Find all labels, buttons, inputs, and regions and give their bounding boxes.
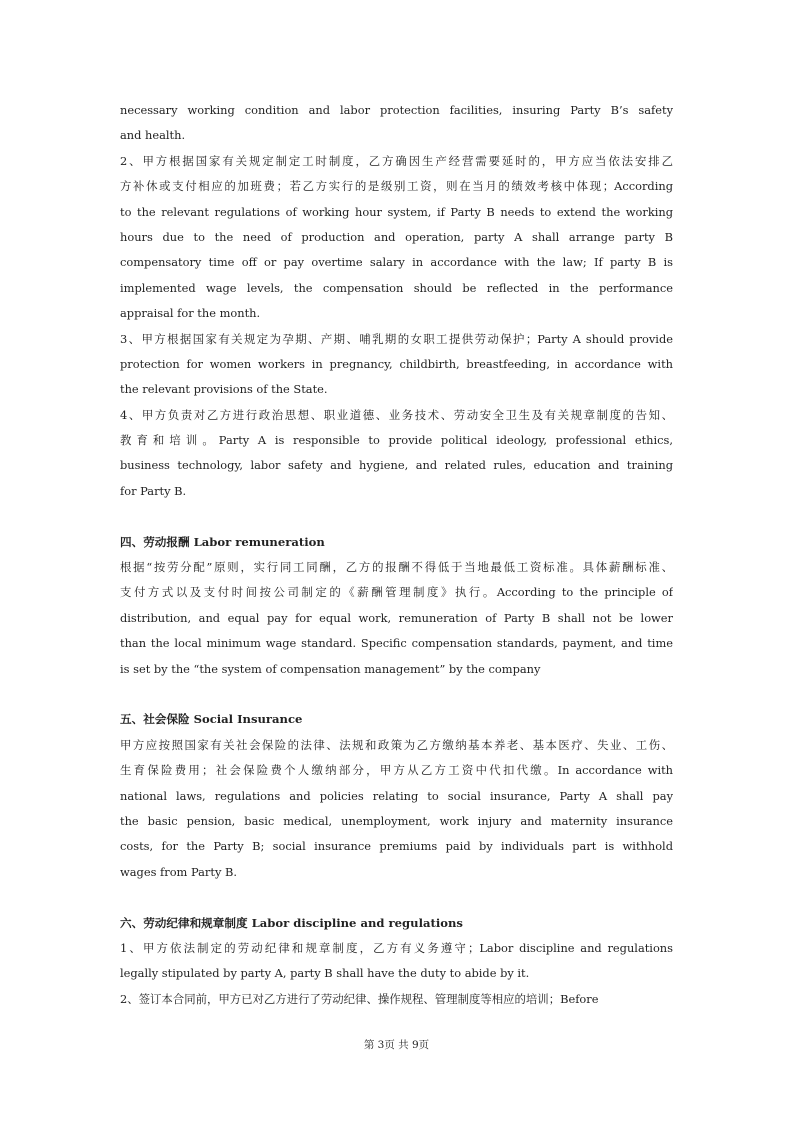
paragraph-line: 生育保险费用；社会保险费个人缴纳部分，甲方从乙方工资中代扣代缴。In accordance with: [120, 763, 673, 778]
contract-paragraph: [120, 936, 673, 987]
paragraph-line: the basic pension, basic medical, unemployment, work injury and maternity insurance: [120, 813, 673, 828]
paragraph-line: 1、甲方依法制定的劳动纪律和规章制度，乙方有义务遵守；Labor discipline and regulations: [120, 940, 673, 955]
paragraph-line: protection for women workers in pregnancy, childbirth, breastfeeding, in accordance with: [120, 356, 673, 371]
paragraph-line: 教育和培训。Party A is responsible to provide political ideology, professional ethics,: [120, 433, 673, 448]
paragraph-line: and health.: [120, 128, 186, 143]
contract-paragraph: [120, 98, 673, 149]
contract-paragraph: [120, 555, 673, 682]
paragraph-line: hours due to the need of production and operation, party A shall arrange party B: [120, 229, 673, 244]
paragraph-line: wages from Party B.: [120, 864, 237, 879]
section-heading: 六、劳动纪律和规章制度 Labor discipline and regulations: [120, 915, 463, 930]
paragraph-line: 方补休或支付相应的加班费；若乙方实行的是级别工资，则在当月的绩效考核中体现；According: [120, 179, 673, 194]
paragraph-line: necessary working condition and labor protection facilities, insuring Party B’s safety: [120, 103, 673, 117]
contract-paragraph: [120, 149, 673, 327]
paragraph-line: 2、甲方根据国家有关规定制定工时制度，乙方确因生产经营需要延时的，甲方应当依法安排乙: [120, 153, 673, 168]
page-number-footer: 第 3页 共 9页: [363, 1039, 430, 1051]
paragraph-line: implemented wage levels, the compensation should be reflected in the performance: [120, 280, 673, 295]
paragraph-line: for Party B.: [120, 483, 187, 498]
paragraph-line: than the local minimum wage standard. Specific compensation standards, payment, and time: [120, 636, 673, 651]
paragraph-line: 支付方式以及支付时间按公司制定的《薪酬管理制度》执行。According to the principle of: [120, 585, 673, 600]
paragraph-line: 甲方应按照国家有关社会保险的法律、法规和政策为乙方缴纳基本养老、基本医疗、失业、工伤、: [120, 737, 673, 752]
paragraph-line: distribution, and equal pay for equal work, remuneration of Party B shall not be lower: [120, 610, 673, 625]
paragraph-line: is set by the “the system of compensation management” by the company: [120, 661, 541, 676]
section-heading: 四、劳动报酬 Labor remuneration: [120, 534, 325, 549]
paragraph-line: to the relevant regulations of working hour system, if Party B needs to extend the working: [120, 204, 673, 219]
paragraph-line: 3、甲方根据国家有关规定为孕期、产期、哺乳期的女职工提供劳动保护；Party A should provide: [120, 331, 673, 346]
contract-paragraph: [120, 403, 673, 505]
paragraph-line: compensatory time off or pay overtime salary in accordance with the law; If party B is: [120, 255, 673, 270]
contract-paragraph: [120, 327, 673, 403]
paragraph-line: 4、甲方负责对乙方进行政治思想、职业道德、业务技术、劳动安全卫生及有关规章制度的告知、: [120, 407, 673, 422]
paragraph-line: costs, for the Party B; social insurance premiums paid by individuals part is withhold: [120, 839, 673, 854]
paragraph-line: appraisal for the month.: [120, 306, 261, 321]
paragraph-line: the relevant provisions of the State.: [120, 382, 328, 397]
paragraph-line: business technology, labor safety and hygiene, and related rules, education and training: [120, 458, 673, 473]
paragraph-line: national laws, regulations and policies relating to social insurance, Party A shall pay: [120, 788, 673, 803]
contract-page-body: [120, 98, 673, 1012]
paragraph-line: 2、签订本合同前，甲方已对乙方进行了劳动纪律、操作规程、管理制度等相应的培训；Before: [120, 991, 599, 1006]
section-heading: 五、社会保险 Social Insurance: [120, 712, 303, 727]
contract-paragraph: [120, 987, 673, 1012]
paragraph-line: legally stipulated by party A, party B shall have the duty to abide by it.: [120, 966, 530, 981]
contract-paragraph: [120, 733, 673, 885]
paragraph-line: 根据“按劳分配”原则，实行同工同酬，乙方的报酬不得低于当地最低工资标准。具体薪酬标准、: [120, 560, 673, 575]
